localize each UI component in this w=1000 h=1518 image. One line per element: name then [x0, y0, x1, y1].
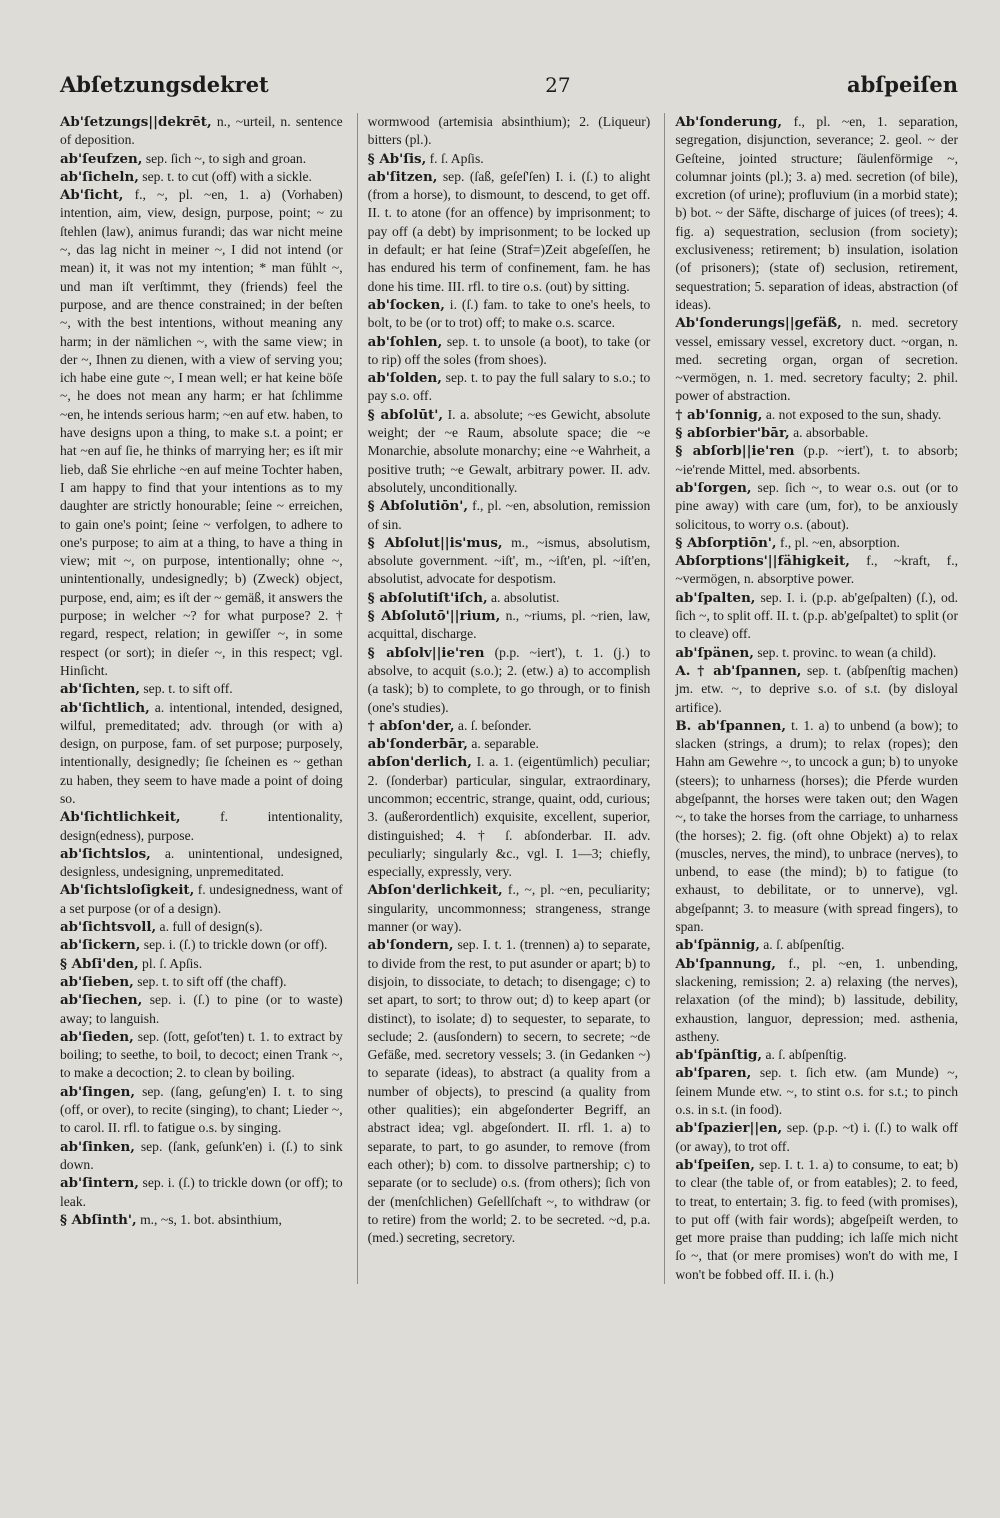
dictionary-entry [60, 936, 343, 954]
entry-definition: a. separable. [467, 736, 539, 752]
entry-headword: ab'ſiechen, [60, 992, 143, 1009]
dictionary-entry [675, 1119, 958, 1156]
entry-headword: Ab'ſichtsloſigkeit, [60, 882, 195, 899]
entry-headword: § Abſolutō'||rium, [367, 608, 501, 625]
entry-definition: f. ſ. Apſis. [426, 150, 484, 166]
dictionary-entry [368, 497, 651, 534]
entry-headword: § Abſinth', [60, 1211, 137, 1228]
entry-headword: ab'ſieden, [60, 1028, 134, 1045]
dictionary-entry [368, 735, 651, 753]
entry-definition: a. unintentional, undesigned, designless, undesigning, unpremeditated. [60, 845, 343, 880]
column-1 [60, 113, 343, 1284]
entry-definition: (p.p. ~iert'), t. 1. (j.) to absolve, to acquit (s.o.); 2. (etw.) a) to accomplish (a task); b) to complete, to go through, or to finish (one's studies). [367, 644, 651, 715]
entry-definition: f., pl. ~en, absolution, remission of sin. [367, 498, 651, 532]
entry-definition: f., ~kraft, f., ~vermögen, n. absorptive power. [675, 553, 959, 587]
dictionary-entry [368, 113, 651, 150]
entry-definition: sep. t. provinc. to wean (a child). [753, 644, 937, 660]
column-3 [664, 113, 958, 1284]
entry-headword: ab'ſichtlich, [60, 699, 150, 716]
dictionary-entry [368, 753, 651, 881]
entry-headword: ab'ſintern, [60, 1175, 139, 1192]
dictionary-entry [60, 113, 343, 150]
entry-headword: Ab'ſetzungs||dekrēt, [60, 114, 212, 130]
entry-headword: ab'ſeufzen, [60, 150, 143, 167]
entry-definition: a. ſ. abſpenſtig. [762, 1047, 847, 1063]
dictionary-entry [675, 479, 958, 534]
entry-headword: § abſolutiſt'iſch, [367, 589, 488, 606]
dictionary-entry [675, 717, 958, 937]
dictionary-entry [675, 534, 958, 552]
entry-definition: a. not exposed to the sun, shady. [762, 406, 942, 422]
dictionary-entry [60, 918, 343, 936]
entry-headword: § abſorbier'bār, [675, 425, 790, 442]
entry-headword: ab'ſichtsvoll, [60, 919, 157, 936]
dictionary-entry [675, 1156, 958, 1284]
dictionary-entry [675, 442, 958, 479]
dictionary-entry [368, 150, 651, 168]
dictionary-entry [60, 1083, 343, 1138]
entry-definition: n. med. secretory vessel, emissary vessel, excretory duct. ~organ, n. med. secreting organ, organ of secretion. ~vermögen, n. 1. med. secretory faculty; 2. phil. power of abstraction. [675, 315, 959, 404]
entry-definition: sep. (ſang, geſung'en) I. t. to sing (off, or over), to recite (singing), to chant; Lieder ~, to carol. II. rfl. to fatigue o.s. by singing. [60, 1083, 343, 1136]
entry-definition: f., ~, pl. ~en, peculiarity; singularity, uncommonness; strangeness, strange manner (or way). [367, 882, 651, 935]
dictionary-entry [675, 406, 958, 424]
entry-headword: ab'ſocken, [367, 296, 445, 313]
dictionary-entry [60, 150, 343, 168]
entry-headword: ab'ſitzen, [367, 168, 438, 185]
header-left-guide-word: Abſetzungsdekret [60, 72, 269, 97]
dictionary-entry [675, 644, 958, 662]
entry-definition: a. absorbable. [789, 425, 869, 441]
dictionary-entry [60, 1174, 343, 1211]
entry-definition: sep. i. (ſ.) to trickle down (or off). [140, 937, 328, 953]
entry-headword: A. † ab'ſpannen, [675, 662, 802, 679]
entry-headword: ab'ſinken, [60, 1138, 135, 1155]
entry-headword: § Abſi'den, [60, 955, 139, 972]
entry-headword: ab'ſingen, [60, 1083, 136, 1100]
entry-headword: ab'ſpalten, [675, 589, 756, 606]
entry-definition: f., pl. ~en, absorption. [776, 534, 900, 550]
dictionary-entry [368, 589, 651, 607]
entry-headword: ab'ſolden, [367, 370, 442, 387]
entry-definition: m., ~s, 1. bot. absinthium, [136, 1211, 282, 1227]
dictionary-entry [368, 168, 651, 296]
entry-definition: a. absolutist. [487, 589, 560, 605]
entry-definition: sep. t. to cut (off) with a sickle. [138, 168, 312, 184]
entry-headword: Ab'ſonderungs||gefäß, [675, 315, 842, 332]
entry-definition: sep. (ſaß, geſeſ'ſen) I. i. (ſ.) to alight (from a horse), to dismount, to descend, to get off. II. t. to atone (for an offence) by imprisonment; to pay off (a debt) by imprisonment; to be locked up in default; er hat ſeine (Straf=)Zeit abgeſeſſen, he has endured his term of confinement, fam. he has done his time. III. rfl. to tire o.s. (out) by sitting. [367, 168, 651, 294]
entry-definition: f., pl. ~en, 1. unbending, slackening, remission; 2. a) relaxing (the nerves), relaxation (of the mind); b) lassitude, debility, exhaustion, languor, depression; med. asthenia, astheny. [675, 955, 959, 1044]
entry-definition: I. a. 1. (eigentümlich) peculiar; 2. (ſonderbar) particular, singular, extraordinary, uncommon; eccentric, strange, quaint, odd, curious; 3. (außerordentlich) exquisite, excellent, superior, distinguished; 4. † ſ. abſonderbar. II. adv. peculiarly; singularly &c., vgl. I. 1—3; chiefly, especially, expressly, very. [367, 754, 651, 880]
entry-headword: ab'ſichten, [60, 681, 140, 698]
entry-definition: sep. I. i. (p.p. ab'geſpalten) (ſ.), od. ſich ~, to split off. II. t. (p.p. ab'geſpaltet) to split (or to cleave) off. [675, 589, 959, 642]
dictionary-entry [368, 333, 651, 370]
entry-definition: sep. I. t. 1. (trennen) a) to separate, to divide from the rest, to put asunder or apart; b) to disjoin, to dissociate, to detach; to disengage; c) to set apart, to sort; to throw out; d) to keep apart (or distinct), to isolate; d) to sequester, to separate, to seclude; 2. (ausſondern) to secern, to secrete; ~de Gefäße, med. secretory vessels; 3. (in Gedanken ~) to separate (ideas), to abstract (a quality from a number of objects), to prescind (a quality from other qualities); ein abgeſonderter Begriff, an abstract idea; vgl. abgeſondert. II. rfl. 1. a) to separate, to part, to go asunder, to remove (from each other); b) com. to dissolve partnership; c) to separate (or to seclude) o.s. (from others); ſich von der (menſchlichen) Geſellſchaft ~, to withdraw (or to retire) from the world; 2. to be secreted. ~d, p.a. (med.) secreting, secretory. [367, 937, 651, 1246]
dictionary-entry [368, 406, 651, 497]
entry-definition: a. intentional, intended, designed, wilful, premeditated; adv. through (or with a) design, on purpose, fam. of set purpose; purposely, intentionally, designedly; ſie ſcheinen es ~ gethan zu haben, they seem to have made a point of doing so. [60, 699, 343, 806]
dictionary-entry [368, 607, 651, 644]
entry-headword: B. ab'ſpannen, [675, 717, 786, 734]
column-2 [357, 113, 651, 1284]
entry-definition: sep. t. (abſpenſtig machen) jm. etw. ~, to deprive s.o. of s.t. (by disloyal artifice). [675, 662, 959, 715]
entry-definition: a. ſ. abſpenſtig. [759, 937, 845, 953]
entry-headword: † abſon'der, [367, 717, 455, 734]
dictionary-entry [675, 113, 958, 314]
dictionary-entry [675, 589, 958, 644]
entry-definition: sep. t. to unsole (a boot), to take (or to rip) off the soles (from shoes). [367, 333, 651, 367]
entry-headword: § abſorb||ie'ren [675, 443, 795, 460]
entry-headword: ab'ſpeiſen, [675, 1156, 755, 1173]
dictionary-entry [60, 1211, 343, 1229]
entry-headword: § abſolūt', [367, 406, 444, 423]
entry-definition: sep. t. to pay the full salary to s.o.; to pay s.o. off. [367, 370, 651, 404]
entry-headword: ab'ſicheln, [60, 168, 139, 185]
entry-headword: § abſolv||ie'ren [367, 644, 485, 661]
entry-headword: ab'ſickern, [60, 937, 141, 954]
entry-definition: wormwood (artemisia absinthium); 2. (Liqueur) bitters (pl.). [367, 114, 651, 148]
entry-definition: f. undesignedness, want of a set purpose (or of a design). [60, 882, 343, 916]
entry-headword: ab'ſichtslos, [60, 845, 151, 862]
dictionary-entry [675, 552, 958, 589]
entry-headword: Ab'ſichtlichkeit, [60, 809, 181, 826]
dictionary-entry [675, 1046, 958, 1064]
entry-definition: I. a. absolute; ~es Gewicht, absolute weight; der ~e Raum, absolute space; die ~e Monarchie, absolute monarchy; eine ~e Wahrheit, a positive truth; ~e Gewalt, arbitrary power. II. adv. absolutely, unconditionally. [367, 406, 651, 495]
entry-definition: sep. (ſott, geſot'ten) t. 1. to extract by boiling; to seethe, to boil, to decoct; einen Trank ~, to make a decoction; 2. to clean by boiling. [60, 1028, 343, 1081]
entry-definition: sep. ſich ~, to wear o.s. out (or to pine away) with care (um, for), to be anxiously solicitous, to worry o.s. (about). [675, 479, 959, 532]
entry-headword: Ab'ſonderung, [675, 114, 783, 130]
dictionary-entry [368, 644, 651, 717]
dictionary-entry [60, 1138, 343, 1175]
entry-headword: ab'ſparen, [675, 1065, 752, 1082]
dictionary-entry [368, 717, 651, 735]
entry-definition: sep. (ſank, geſunk'en) i. (ſ.) to sink down. [60, 1138, 343, 1172]
dictionary-entry [675, 1064, 958, 1119]
entry-headword: ab'ſohlen, [367, 333, 443, 350]
entry-definition: a. full of design(s). [156, 919, 263, 935]
entry-definition: f., ~, pl. ~en, 1. a) (Vorhaben) intention, aim, view, design, purpose, point; ~ zu ſtehlen (law), animus furandi; das war nicht meine ~, das lag nicht in meiner ~, I did not intend (or mean) it, it was not my intention; * man fühlt ~, und man iſt verſtimmt, they (friends) feel the purpose, and are thence constrained; in der beſten ~, with the best intentions, without meaning any harm; in der nämlichen ~, with the same view; in der ~, Ihnen zu dienen, with a view of serving you; ich habe eine gute ~, I mean well; er hat keine böſe ~, he does not mean any harm; er hat ſchlimme ~en, he intends serious harm; ~en auf etw. haben, to have designs upon a thing, to make s.t. a point; er hat ~en auf ſie, he thinks of marrying her; es iſt mir lieb, daß Sie ehrliche ~en auf meine Tochter haben, I am happy to find that your intentions as to my daughter are strictly honourable; ſeine ~ erreichen, to gain one's point; ſeine ~ verfolgen, to adhere to one's purpose; to aim at a thing, to have a thing in view; mit ~, on purpose, intentionally; ohne ~, unintentionally, undesignedly; b) (Zweck) object, purpose, end, aim; es iſt der ~ gemäß, it answers the purpose; in welcher ~? for what purpose? 2. † regard, respect, relation; in gewiſſer ~, in some respect (or sort); in dieſer ~, in this respect; vgl. Hinſicht. [60, 187, 343, 678]
entry-definition: i. (ſ.) fam. to take to one's heels, to bolt, to be (or to trot) off; to make o.s. scarce. [367, 296, 651, 331]
entry-headword: ab'ſpännig, [675, 937, 760, 954]
entry-headword: Ab'ſpannung, [675, 955, 776, 972]
entry-definition: sep. i. (ſ.) to trickle down (or off); to leak. [60, 1175, 343, 1209]
entry-definition: t. 1. a) to unbend (a bow); to slacken (strings, a drum); to relax (ropes); den Hahn am Gewehre ~, to uncock a gun; b) to unyoke (steers); to unharness (horses); die Pferde wurden abgeſpannt, the horses were taken out; den Wagen ~, to take the horses from the carriage, to unharness (the horses); 2. fig. (oft ohne Objekt) a) to relax (muscles, nerves, the mind), to unbrace (nerves), to unbend, to ease (the mind); b) to fatigue (to exhaust, to debilitate, or to unnerve), vgl. abgeſpannt; 3. to measure (with spread fingers), to span. [675, 717, 959, 935]
running-header [60, 72, 958, 97]
entry-headword: Ab'ſicht, [60, 187, 124, 204]
dictionary-entry [60, 808, 343, 845]
entry-headword: ab'ſpazier||en, [675, 1120, 783, 1137]
dictionary-entry [60, 186, 343, 680]
entry-headword: § Ab'ſis, [367, 150, 427, 167]
entry-definition: sep. ſich ~, to sigh and groan. [142, 150, 307, 166]
entry-definition: f. intentionality, design(edness), purpose. [60, 809, 343, 843]
entry-headword: Abſorptions'||fähigkeit, [675, 553, 850, 570]
entry-headword: ab'ſpänen, [675, 644, 754, 661]
entry-headword: Abſon'derlichkeit, [367, 882, 503, 899]
dictionary-entry [368, 296, 651, 333]
entry-definition: sep. i. (ſ.) to pine (or to waste) away; to languish. [60, 992, 343, 1026]
dictionary-entry [60, 168, 343, 186]
entry-definition: m., ~ismus, absolutism, absolute government. ~iſt', m., ~iſt'en, pl. ~iſt'en, absolutist, advocate for despotism. [367, 534, 651, 587]
header-right-guide-word: abſpeiſen [846, 72, 958, 97]
entry-headword: § Abſolut||is'mus, [367, 534, 503, 551]
dictionary-entry [60, 955, 343, 973]
dictionary-entry [60, 699, 343, 809]
entry-headword: ab'ſondern, [367, 937, 454, 954]
dictionary-entry [60, 973, 343, 991]
entry-headword: abſon'derlich, [367, 754, 472, 771]
dictionary-entry [60, 845, 343, 882]
entry-definition: sep. I. t. 1. a) to consume, to eat; b) to clear (the table of, or from eatables); 2. to feed, to treat, to entertain; 3. fig. to feed (with promises), to put off (with fair words); abgeſpeiſt werden, to get more praise than pudding; ich laſſe mich nicht ſo ~, that (or mere promises) won't do with me, I won't be fobbed off. II. i. (h.) [675, 1156, 959, 1282]
entry-headword: ab'ſpänſtig, [675, 1047, 763, 1064]
entry-definition: n., ~riums, pl. ~rien, law, acquittal, discharge. [367, 608, 651, 642]
dictionary-entry [60, 680, 343, 698]
entry-definition: (p.p. ~iert'), t. to absorb; ~ie'rende Mittel, med. absorbents. [675, 443, 959, 477]
columns [60, 113, 958, 1284]
dictionary-entry [368, 534, 651, 589]
entry-definition: sep. (p.p. ~t) i. (ſ.) to walk off (or away), to trot off. [675, 1120, 959, 1154]
dictionary-entry [368, 881, 651, 936]
entry-definition: sep. t. ſich etw. (am Munde) ~, ſeinem Munde etw. ~, to stint o.s. for s.t.; to pinch o.s. in s.t. (in food). [675, 1065, 959, 1118]
dictionary-entry [675, 955, 958, 1046]
page-number: 27 [545, 73, 571, 97]
entry-definition: f., pl. ~en, 1. separation, segregation, disjunction, severance; 2. geol. ~ der Geſteine, jointed structure; ſäulenförmige ~, columnar joints (pl.); 3. a) med. secretion (of bile), excretion (of urine); profluvium (in a morbid state); b) bot. ~ der Säfte, discharge of juices (of trees); 4. fig. a) sequestration, seclusion (from society); exclusiveness; retirement; b) insulation, isolation (of prisoners); (state of) seclusion, retirement, sequestration; 5. separation of ideas, abstraction (of ideas). [675, 114, 959, 312]
entry-headword: † ab'ſonnig, [675, 406, 763, 423]
dictionary-entry [60, 881, 343, 918]
dictionary-entry [675, 662, 958, 717]
entry-headword: ab'ſonderbār, [367, 736, 468, 753]
entry-definition: pl. ſ. Apſis. [138, 955, 203, 971]
dictionary-entry [368, 369, 651, 406]
entry-definition: sep. t. to sift off. [139, 681, 233, 697]
entry-headword: ab'ſorgen, [675, 479, 752, 496]
entry-definition: sep. t. to sift off (the chaff). [133, 973, 287, 989]
entry-headword: ab'ſieben, [60, 973, 134, 990]
dictionary-entry [675, 314, 958, 405]
entry-definition: a. ſ. beſonder. [454, 717, 532, 733]
dictionary-entry [60, 1028, 343, 1083]
dictionary-entry [60, 991, 343, 1028]
dictionary-entry [675, 936, 958, 954]
entry-definition: n., ~urteil, n. sentence of deposition. [60, 114, 343, 148]
dictionary-entry [368, 936, 651, 1247]
dictionary-entry [675, 424, 958, 442]
entry-headword: § Abſolutiōn', [367, 498, 469, 515]
entry-headword: § Abſorptiōn', [675, 534, 777, 551]
